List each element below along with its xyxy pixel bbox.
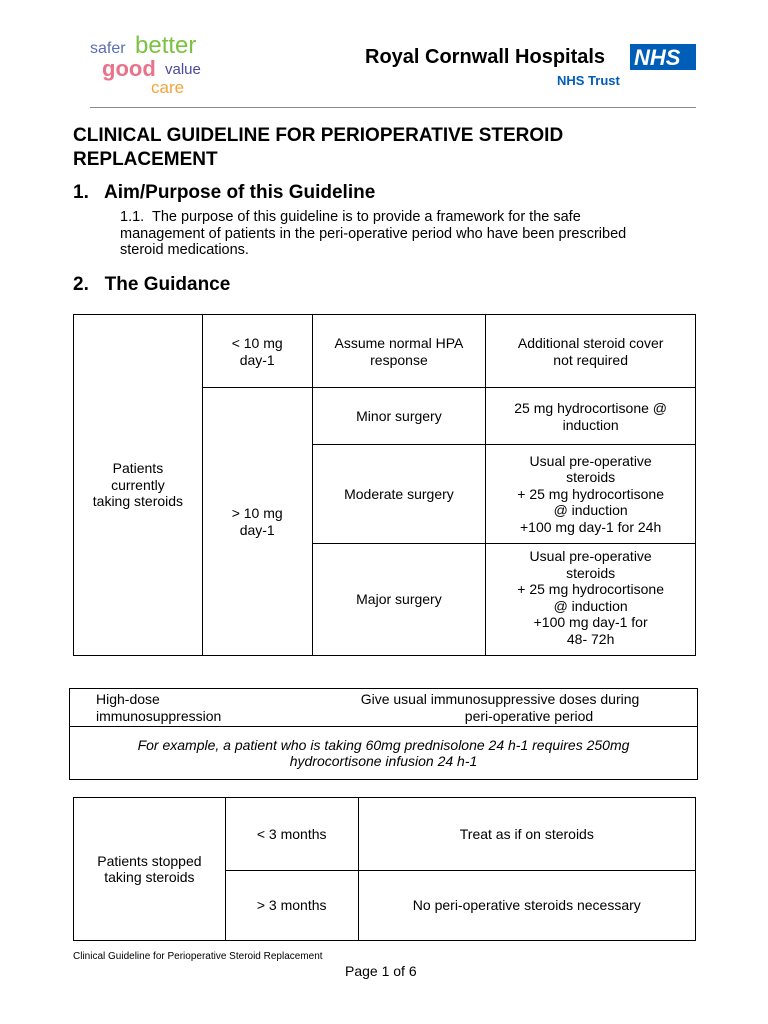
cell-text: steroids	[566, 469, 616, 486]
cell-text: +100 mg day-1 for	[533, 614, 648, 630]
table-row	[70, 689, 698, 727]
cell-text: Additional steroid cover	[517, 335, 664, 351]
cell-text: hydrocortisone infusion 24 h-1	[289, 753, 478, 769]
stopped-steroids-table	[73, 797, 696, 941]
cell-text: Usual pre-operative	[529, 548, 652, 564]
cell-text: + 25 mg hydrocortisone	[517, 485, 664, 502]
hpa-response-cell	[312, 315, 486, 388]
high-dose-row-cell	[70, 689, 698, 727]
cell-text: immunosuppression	[96, 707, 222, 724]
table-row	[74, 798, 696, 871]
org-name: Royal Cornwall Hospitals	[365, 46, 606, 68]
cell-text: > 10 mg	[231, 505, 283, 521]
nhs-logo	[630, 44, 696, 70]
cell-text: +100 mg day-1 for 24h	[520, 518, 662, 535]
page-title-line1: CLINICAL GUIDELINE FOR PERIOPERATIVE STEROID	[73, 125, 564, 146]
section1-para-line1: 1.1. The purpose of this guideline is to provide a framework for the safe	[120, 209, 581, 225]
less-than-3-months-cell: < 3 months	[225, 798, 358, 871]
high-dose-action	[335, 691, 665, 724]
cell-text: steroids	[566, 564, 616, 581]
dose-low-cell	[202, 315, 312, 388]
section1-paragraph	[120, 209, 626, 259]
header-divider	[90, 107, 696, 108]
logo-word-safer: safer	[90, 40, 126, 57]
cell-text: taking steroids	[92, 493, 184, 510]
section1-para-line2: management of patients in the peri-operative period who have been prescribed	[120, 225, 627, 242]
patients-stopped-cell	[74, 798, 226, 941]
cell-text: peri-operative period	[464, 707, 594, 724]
cell-text: Patients	[112, 460, 164, 477]
cell-text: @ induction	[553, 502, 628, 519]
page-title-line2: REPLACEMENT	[73, 149, 218, 170]
section2-heading: 2. The Guidance	[73, 274, 231, 295]
nhs-logo-text: NHS	[634, 45, 681, 70]
cell-text: response	[370, 351, 428, 368]
moderate-dose-cell	[486, 445, 696, 544]
patients-current-cell	[74, 315, 203, 656]
footer-title: Clinical Guideline for Perioperative Steroid Replacement	[73, 951, 323, 962]
high-dose-label	[96, 691, 221, 724]
immunosuppression-table	[69, 688, 698, 780]
more-than-3-months-cell: > 3 months	[225, 871, 358, 941]
cell-text: not required	[553, 351, 628, 368]
cell-text: day-1	[239, 521, 275, 538]
cell-text: Patients stopped	[97, 852, 202, 869]
major-surgery-cell: Major surgery	[312, 544, 486, 656]
table-row	[70, 727, 698, 780]
cell-text: day-1	[239, 351, 275, 368]
section1-para-line3: steroid medications.	[120, 242, 249, 258]
cell-text: < 10 mg	[231, 335, 283, 351]
no-steroids-necessary-cell: No peri-operative steroids necessary	[358, 871, 695, 941]
cell-text: Give usual immunosuppressive doses during	[360, 691, 640, 707]
logo-word-care: care	[151, 78, 185, 97]
page-number: Page 1 of 6	[345, 963, 417, 979]
logo-word-better: better	[135, 32, 197, 59]
cell-text: taking steroids	[104, 869, 195, 885]
cell-text: Usual pre-operative	[529, 452, 652, 469]
major-dose-cell	[486, 544, 696, 656]
logo-word-value: value	[165, 61, 201, 78]
no-cover-cell	[486, 315, 696, 388]
example-cell	[70, 727, 698, 780]
cell-text: + 25 mg hydrocortisone	[517, 581, 664, 597]
trust-slogan-logo	[90, 34, 230, 98]
current-steroids-table	[73, 314, 696, 656]
minor-surgery-cell: Minor surgery	[312, 388, 486, 445]
dose-high-cell	[202, 388, 312, 656]
cell-text: induction	[562, 416, 619, 433]
cell-text: 48- 72h	[566, 630, 615, 647]
nhs-trust-label: NHS Trust	[557, 73, 620, 88]
cell-text: @ induction	[553, 597, 628, 614]
page-title	[73, 124, 563, 172]
cell-text: Assume normal HPA	[334, 335, 464, 351]
minor-dose-cell	[486, 388, 696, 445]
cell-text: currently	[111, 476, 165, 493]
logo-word-good: good	[102, 56, 156, 81]
cell-text: 25 mg hydrocortisone @	[514, 400, 667, 416]
section1-heading: 1. Aim/Purpose of this Guideline	[73, 182, 376, 203]
cell-text: For example, a patient who is taking 60mg prednisolone 24 h-1 requires 250mg	[137, 736, 630, 753]
moderate-surgery-cell: Moderate surgery	[312, 445, 486, 544]
cell-text: High-dose	[96, 691, 160, 707]
table-row	[74, 315, 696, 388]
treat-as-on-steroids-cell: Treat as if on steroids	[358, 798, 695, 871]
